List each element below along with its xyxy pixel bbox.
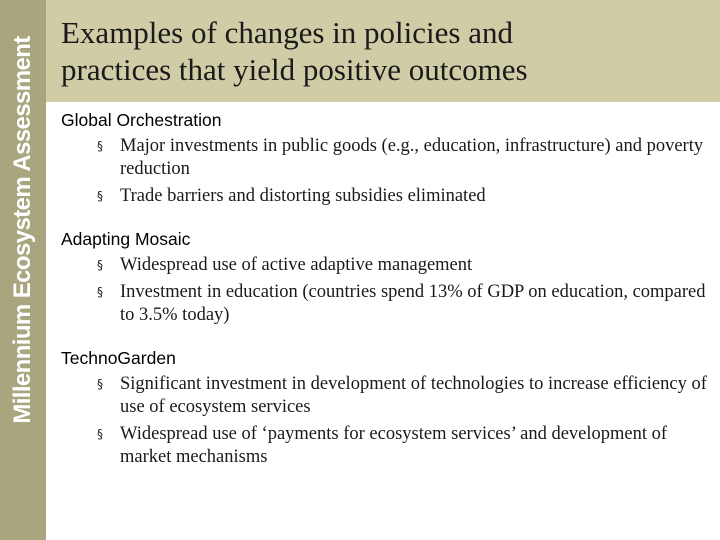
sidebar-band bbox=[0, 0, 46, 540]
title-line-1: Examples of changes in policies and bbox=[61, 15, 513, 50]
bullet-item bbox=[61, 423, 711, 469]
section-heading: Adapting Mosaic bbox=[61, 229, 191, 249]
bullet-icon: § bbox=[97, 427, 103, 441]
bullet-item bbox=[61, 373, 711, 419]
bullet-text: Significant investment in development of technologies to increase efficiency of use of ecosystem services bbox=[120, 374, 707, 417]
bullet-list bbox=[61, 254, 711, 327]
title-line-2: practices that yield positive outcomes bbox=[61, 52, 528, 87]
bullet-text: Trade barriers and distorting subsidies eliminated bbox=[120, 186, 486, 206]
section-technogarden bbox=[61, 347, 711, 469]
brand-wordmark: Millennium Ecosystem Assessment bbox=[9, 36, 36, 424]
bullet-list bbox=[61, 373, 711, 469]
bullet-item bbox=[61, 281, 711, 327]
bullet-text: Widespread use of active adaptive management bbox=[120, 255, 473, 275]
bullet-list bbox=[61, 135, 711, 208]
bullet-icon: § bbox=[97, 377, 103, 391]
bullet-text: Major investments in public goods (e.g., education, infrastructure) and poverty reduction bbox=[120, 136, 704, 179]
slide-content bbox=[61, 109, 711, 489]
bullet-icon: § bbox=[97, 189, 103, 203]
bullet-text: Widespread use of ‘payments for ecosystem services’ and development of market mechanisms bbox=[120, 424, 668, 467]
bullet-item bbox=[61, 185, 711, 208]
bullet-item bbox=[61, 254, 711, 277]
bullet-icon: § bbox=[97, 139, 103, 153]
section-heading: TechnoGarden bbox=[61, 348, 176, 368]
bullet-item bbox=[61, 135, 711, 181]
bullet-icon: § bbox=[97, 285, 103, 299]
page-title bbox=[61, 14, 701, 88]
title-bar bbox=[46, 0, 720, 102]
section-global-orchestration bbox=[61, 109, 711, 208]
section-adapting-mosaic bbox=[61, 228, 711, 327]
bullet-icon: § bbox=[97, 258, 103, 272]
section-heading: Global Orchestration bbox=[61, 110, 222, 130]
bullet-text: Investment in education (countries spend 13% of GDP on education, compared to 3.5% today) bbox=[120, 282, 706, 325]
